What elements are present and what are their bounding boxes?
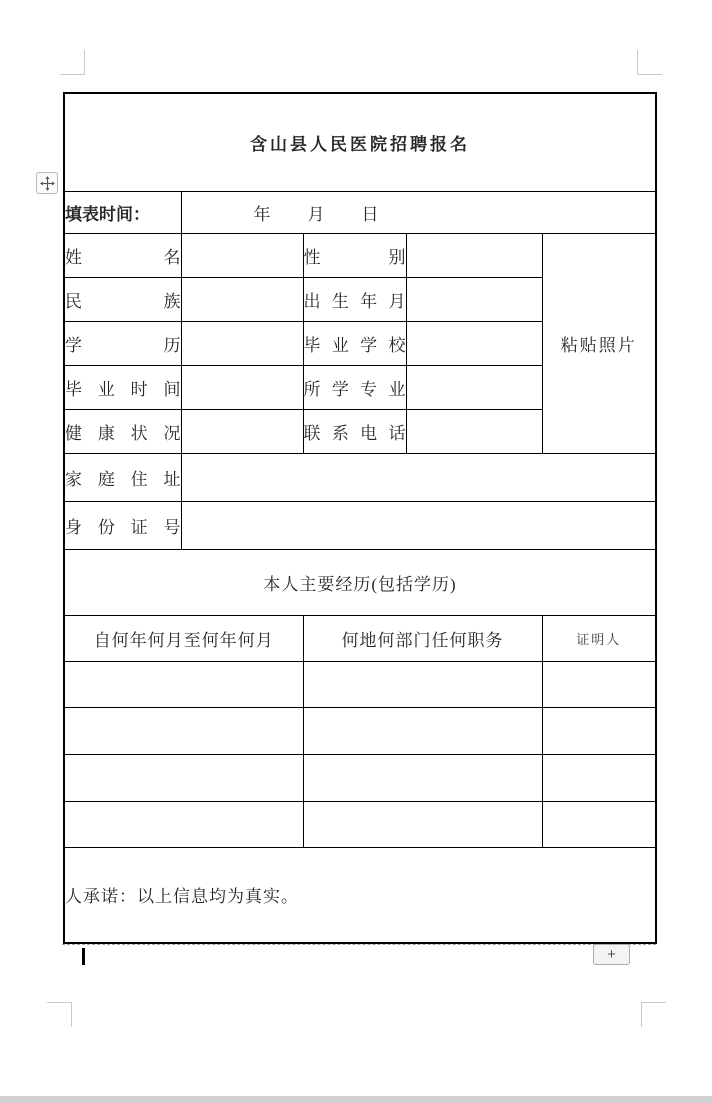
input-graduation-time[interactable]	[181, 365, 303, 409]
table-insert-row-button[interactable]	[593, 944, 630, 965]
experience-period-cell[interactable]	[64, 661, 303, 707]
input-birth-date[interactable]	[406, 277, 542, 321]
page-bottom-gap	[0, 1096, 712, 1103]
input-ethnicity[interactable]	[181, 277, 303, 321]
experience-row	[64, 754, 656, 801]
label-name: 姓名	[64, 233, 181, 277]
experience-row	[64, 801, 656, 847]
experience-position-cell[interactable]	[303, 754, 542, 801]
date-year-label: 年	[253, 204, 271, 224]
input-major[interactable]	[406, 365, 542, 409]
date-placeholders	[182, 200, 656, 225]
input-health-status[interactable]	[181, 409, 303, 453]
label-home-address: 家庭住址	[64, 453, 181, 501]
label-major: 所学专业	[303, 365, 406, 409]
experience-header-position: 何地何部门任何职务	[303, 615, 542, 661]
experience-position-cell[interactable]	[303, 801, 542, 847]
application-form-table	[63, 92, 657, 944]
experience-witness-cell[interactable]	[542, 801, 656, 847]
label-health-status: 健康状况	[64, 409, 181, 453]
text-boundary-corner-top-right-icon	[637, 50, 662, 75]
text-boundary-corner-top-left-icon	[60, 50, 85, 75]
label-id-number: 身份证号	[64, 501, 181, 549]
date-day-label: 日	[361, 204, 379, 224]
text-boundary-corner-bottom-left-icon	[47, 1002, 72, 1027]
input-phone[interactable]	[406, 409, 542, 453]
experience-header-witness: 证明人	[542, 615, 656, 661]
experience-row	[64, 661, 656, 707]
input-graduate-school[interactable]	[406, 321, 542, 365]
input-name[interactable]	[181, 233, 303, 277]
photo-paste-cell[interactable]: 粘贴照片	[542, 233, 656, 453]
experience-period-cell[interactable]	[64, 801, 303, 847]
date-month-label: 月	[307, 204, 325, 224]
commitment-cell[interactable]	[64, 847, 656, 943]
experience-period-cell[interactable]	[64, 707, 303, 754]
label-education: 学历	[64, 321, 181, 365]
label-ethnicity: 民族	[64, 277, 181, 321]
label-graduate-school: 毕业学校	[303, 321, 406, 365]
experience-period-cell[interactable]	[64, 754, 303, 801]
text-boundary-corner-bottom-right-icon	[641, 1002, 666, 1027]
text-boundary-dashed-line	[62, 944, 656, 945]
label-phone: 联系电话	[303, 409, 406, 453]
label-graduation-time: 毕业时间	[64, 365, 181, 409]
plus-icon: +	[607, 946, 616, 963]
form-title: 含山县人民医院招聘报名	[64, 93, 656, 191]
experience-section-title: 本人主要经历(包括学历)	[64, 549, 656, 615]
input-gender[interactable]	[406, 233, 542, 277]
input-id-number[interactable]	[181, 501, 656, 549]
input-home-address[interactable]	[181, 453, 656, 501]
table-move-handle[interactable]	[36, 172, 58, 194]
label-gender: 性别	[303, 233, 406, 277]
experience-header-period: 自何年何月至何年何月	[64, 615, 303, 661]
experience-witness-cell[interactable]	[542, 754, 656, 801]
label-birth-date: 出生年月	[303, 277, 406, 321]
experience-position-cell[interactable]	[303, 661, 542, 707]
move-icon	[40, 176, 55, 191]
experience-witness-cell[interactable]	[542, 707, 656, 754]
commitment-text: 人承诺：以上信息均为真实。	[65, 887, 299, 907]
experience-position-cell[interactable]	[303, 707, 542, 754]
experience-witness-cell[interactable]	[542, 661, 656, 707]
input-fill-time[interactable]	[181, 191, 656, 233]
experience-row	[64, 707, 656, 754]
text-cursor	[82, 948, 85, 965]
input-education[interactable]	[181, 321, 303, 365]
label-fill-time: 填表时间：	[64, 191, 181, 233]
